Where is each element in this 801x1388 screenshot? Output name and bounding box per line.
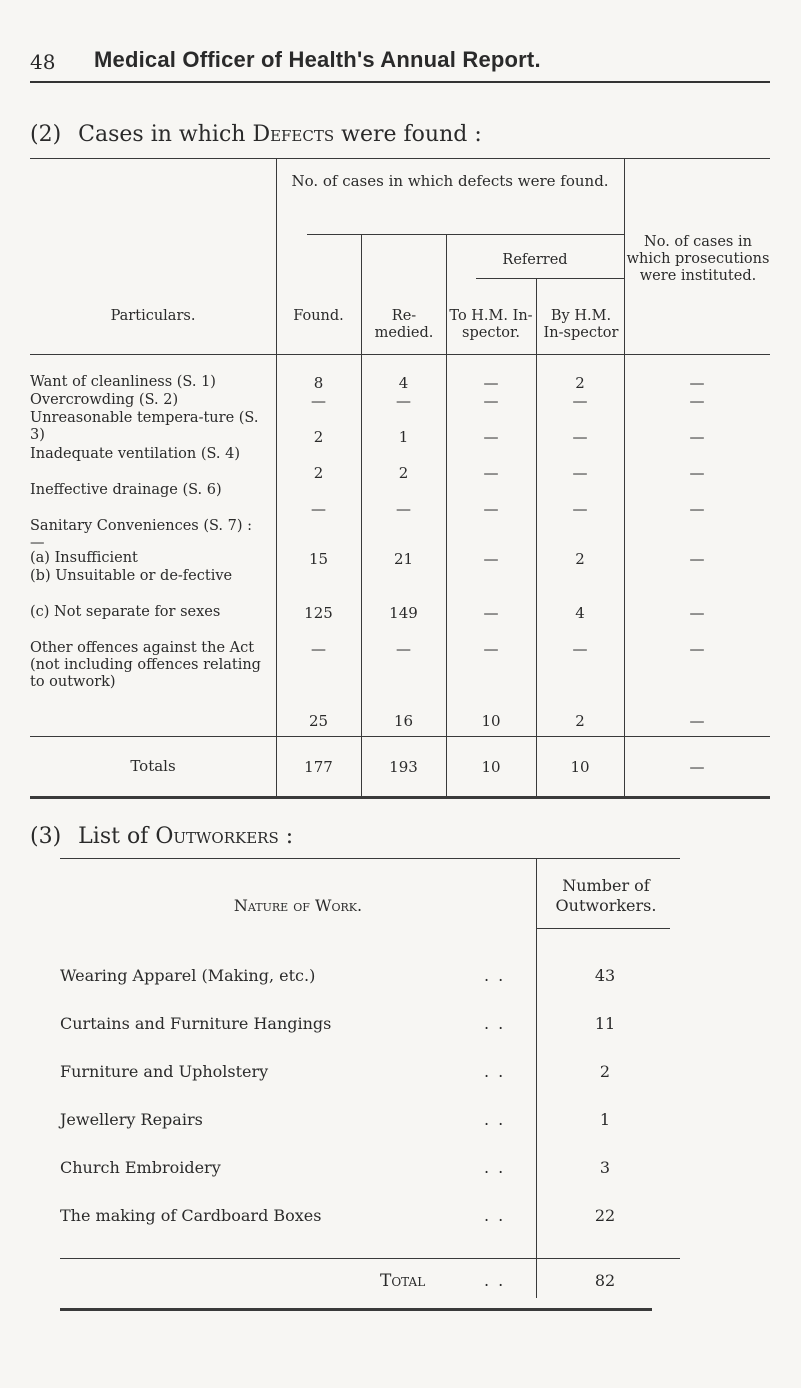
list-item-label: Furniture and Upholstery — [60, 1062, 269, 1081]
outworkers-number-rule — [536, 928, 670, 929]
cell-to-hm: — — [483, 428, 499, 446]
cell-to-hm: — — [483, 392, 499, 410]
total-label: Total — [380, 1271, 426, 1291]
header-to-hm: To H.M. In-spector. — [449, 308, 533, 341]
defects-heading-prefix: Cases in which — [78, 122, 253, 147]
totals-rule — [30, 736, 770, 737]
cell-prosecutions: — — [689, 428, 705, 446]
cell-by-hm: — — [572, 464, 588, 482]
cell-found: — — [311, 640, 326, 658]
cell-found: 2 — [313, 464, 324, 482]
table-bottom-rule — [30, 796, 770, 799]
cell-prosecutions: — — [689, 392, 705, 410]
cell-by-hm: — — [572, 428, 588, 446]
row-label: Other offences against the Act (not including offences relating to outwork) — [30, 640, 261, 690]
cell-prosecutions: — — [689, 464, 705, 482]
outworkers-heading-caps: Outworkers — [155, 824, 279, 849]
cell-found: 125 — [304, 604, 333, 622]
header-prosecutions: No. of cases in which prosecutions were instituted. — [626, 234, 770, 284]
cell-found: 8 — [313, 374, 324, 392]
cell-to-hm: 10 — [481, 712, 501, 730]
header-particulars: Particulars. — [110, 308, 196, 324]
header-nature: Nature of Work. — [233, 896, 363, 915]
header-found: Found. — [293, 308, 344, 324]
totals-by-hm: 10 — [570, 758, 590, 776]
header-by-hm: By H.M. In-spector — [543, 308, 619, 341]
leader-dots: . . — [484, 1062, 506, 1081]
header-group: No. of cases in which defects were found. — [291, 172, 609, 190]
row-label: Want of cleanliness (S. 1) — [30, 374, 216, 390]
cell-found: 15 — [308, 550, 329, 568]
cell-remedied: 149 — [389, 604, 418, 622]
defects-heading — [30, 122, 482, 147]
cell-to-hm: — — [483, 374, 499, 392]
outworkers-heading-number: (3) — [30, 824, 62, 849]
outworkers-total-rule — [60, 1258, 680, 1259]
group-sub-rule — [307, 234, 624, 235]
row-label: Inadequate ventilation (S. 4) — [30, 446, 241, 462]
totals-prosecutions: — — [689, 758, 705, 776]
header-bottom-rule — [30, 354, 770, 355]
cell-to-hm: — — [483, 604, 499, 622]
list-item-count: 22 — [594, 1206, 616, 1225]
totals-remedied: 193 — [389, 758, 418, 776]
row-label: Sanitary Conveniences (S. 7) :— — [30, 518, 253, 551]
cell-by-hm: — — [572, 640, 588, 658]
defects-table — [30, 158, 770, 798]
cell-prosecutions: — — [689, 604, 705, 622]
outworkers-top-rule — [60, 858, 680, 859]
cell-to-hm: — — [483, 550, 499, 568]
running-title: Medical Officer of Health's Annual Report. — [94, 47, 541, 72]
defects-heading-suffix: were found : — [334, 122, 482, 147]
leader-dots: . . — [484, 1206, 506, 1225]
list-item-count: 1 — [599, 1110, 611, 1129]
row-label: Ineffective drainage (S. 6) — [30, 482, 222, 498]
page-header — [30, 47, 770, 86]
cell-remedied: — — [396, 640, 411, 658]
cell-to-hm: — — [483, 640, 499, 658]
cell-to-hm: — — [483, 464, 499, 482]
totals-found: 177 — [304, 758, 333, 776]
leader-dots: . . — [484, 966, 506, 985]
cell-prosecutions: — — [689, 640, 705, 658]
list-item-label: Wearing Apparel (Making, etc.) — [60, 966, 316, 985]
referred-sub-rule — [476, 278, 624, 279]
list-item-count: 43 — [594, 966, 616, 985]
cell-by-hm: 4 — [575, 604, 585, 622]
cell-remedied: 21 — [393, 550, 414, 568]
list-item-count: 2 — [599, 1062, 611, 1081]
row-label: Unreasonable tempera-ture (S. 3) — [30, 410, 259, 443]
page-number: 48 — [30, 50, 56, 74]
leader-dots: . . — [484, 1014, 506, 1033]
outworkers-bottom-rule — [60, 1308, 652, 1311]
cell-remedied: — — [396, 500, 411, 518]
cell-prosecutions: — — [689, 712, 705, 730]
header-remedied: Re-medied. — [374, 308, 434, 341]
outworkers-heading — [30, 824, 293, 849]
cell-by-hm: 2 — [575, 374, 585, 392]
total-count: 82 — [594, 1271, 616, 1290]
defects-heading-number: (2) — [30, 122, 62, 147]
list-item-label: Church Embroidery — [60, 1158, 221, 1177]
cell-found: — — [311, 500, 326, 518]
cell-by-hm: 2 — [575, 712, 585, 730]
cell-prosecutions: — — [689, 374, 705, 392]
row-label: (c) Not separate for sexes — [30, 604, 221, 620]
list-item-count: 3 — [599, 1158, 611, 1177]
cell-found: — — [311, 392, 326, 410]
row-label: Overcrowding (S. 2) — [30, 392, 179, 408]
row-label: (b) Unsuitable or de-fective — [30, 568, 233, 584]
table-top-rule — [30, 158, 770, 159]
header-number: Number of Outworkers. — [555, 876, 657, 915]
cell-by-hm: — — [572, 392, 588, 410]
list-item-label: Jewellery Repairs — [60, 1110, 203, 1129]
total-dots: . . — [484, 1271, 506, 1290]
totals-to-hm: 10 — [481, 758, 501, 776]
cell-prosecutions: — — [689, 550, 705, 568]
cell-remedied: 1 — [398, 428, 409, 446]
cell-remedied: 16 — [393, 712, 414, 730]
cell-remedied: 4 — [398, 374, 409, 392]
header-rule — [30, 81, 770, 83]
list-item-count: 11 — [594, 1014, 616, 1033]
cell-remedied: — — [396, 392, 411, 410]
cell-remedied: 2 — [398, 464, 409, 482]
cell-by-hm: 2 — [575, 550, 585, 568]
list-item-label: Curtains and Furniture Hangings — [60, 1014, 332, 1033]
row-label: (a) Insufficient — [30, 550, 138, 566]
cell-found: 2 — [313, 428, 324, 446]
defects-heading-caps: Defects — [252, 122, 335, 147]
outworkers-heading-suffix: : — [278, 824, 294, 849]
leader-dots: . . — [484, 1158, 506, 1177]
leader-dots: . . — [484, 1110, 506, 1129]
cell-found: 25 — [308, 712, 329, 730]
outworkers-heading-prefix: List of — [78, 824, 156, 849]
list-item-label: The making of Cardboard Boxes — [60, 1206, 322, 1225]
cell-prosecutions: — — [689, 500, 705, 518]
cell-to-hm: — — [483, 500, 499, 518]
header-referred: Referred — [502, 252, 568, 268]
outworkers-table — [60, 858, 740, 1368]
cell-by-hm: — — [572, 500, 588, 518]
totals-label: Totals — [130, 757, 176, 775]
